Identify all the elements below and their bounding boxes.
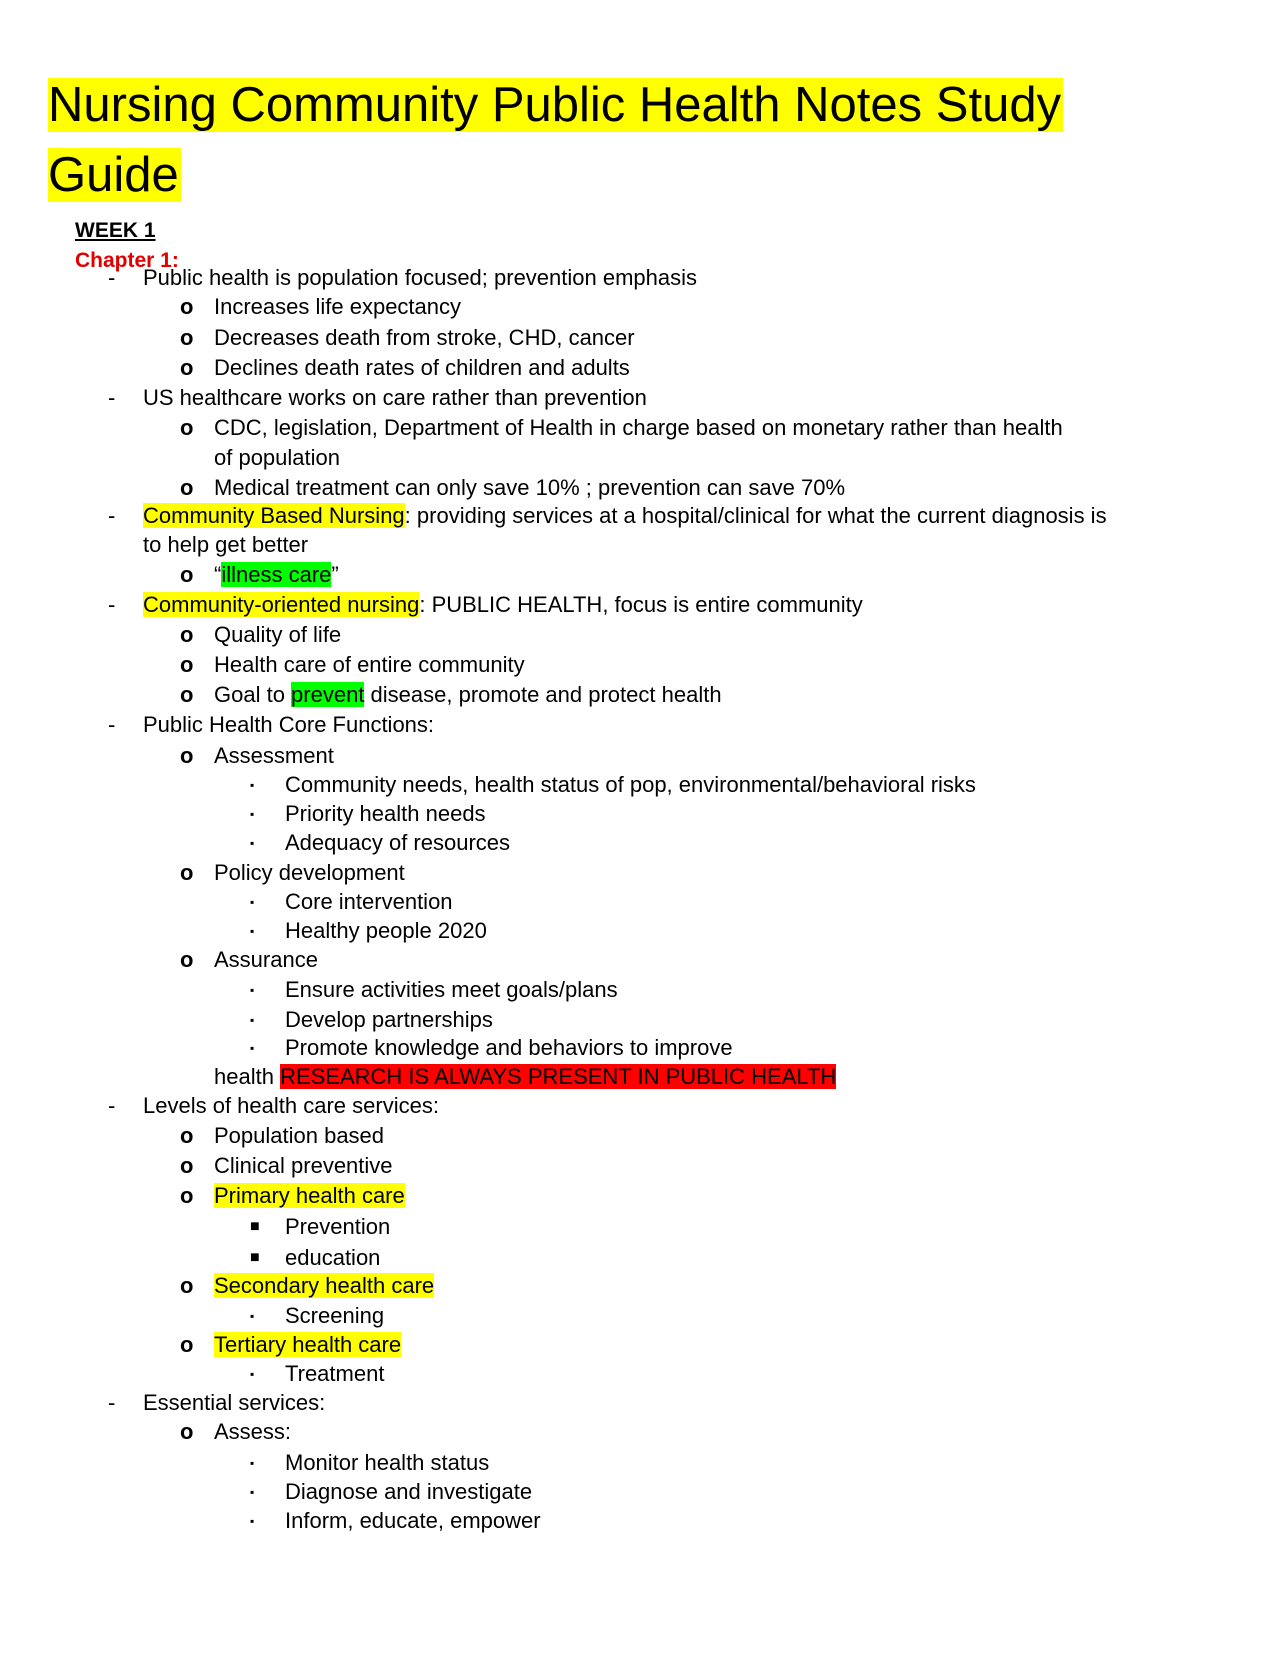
circle-bullet: o (180, 652, 194, 677)
circle-bullet: o (180, 475, 194, 500)
highlight-yellow: Community Based Nursing (143, 503, 405, 528)
list-item: Ensure activities meet goals/plans (285, 977, 618, 1002)
list-item: Health care of entire community (214, 652, 525, 677)
circle-bullet: o (180, 1332, 194, 1357)
list-item: Community Based Nursing: providing services at a hospital/clinical for what the current diagnosis is (143, 503, 1107, 528)
square-bullet: ▪ (250, 1309, 255, 1323)
circle-bullet: o (180, 1273, 194, 1298)
document-title: Nursing Community Public Health Notes Study Guide (48, 78, 1062, 202)
list-item: Medical treatment can only save 10% ; prevention can save 70% (214, 475, 846, 500)
list-item: Population based (214, 1123, 385, 1148)
circle-bullet: o (180, 743, 194, 768)
circle-bullet: o (180, 947, 194, 972)
circle-bullet: o (180, 860, 194, 885)
list-item: Inform, educate, empower (285, 1508, 541, 1533)
list-item: Healthy people 2020 (285, 918, 487, 943)
list-item: Core intervention (285, 889, 453, 914)
list-item: Increases life expectancy (214, 294, 462, 319)
list-item: Diagnose and investigate (285, 1479, 533, 1504)
list-item: Public Health Core Functions: (143, 712, 435, 737)
list-item: “illness care” (214, 562, 339, 587)
list-item: Assessment (214, 743, 334, 768)
list-item: Quality of life (214, 622, 342, 647)
list-item: Goal to prevent disease, promote and protect health (214, 682, 722, 707)
list-item: Priority health needs (285, 801, 486, 826)
list-item: Monitor health status (285, 1450, 490, 1475)
dash-bullet: - (108, 503, 116, 528)
dash-bullet: - (108, 265, 116, 290)
highlight-yellow: Secondary health care (214, 1273, 435, 1298)
square-bullet: ▪ (250, 778, 255, 792)
circle-bullet: o (180, 1419, 194, 1444)
list-item: Community-oriented nursing: PUBLIC HEALTH, focus is entire community (143, 592, 863, 617)
square-bullet: ■ (250, 1249, 260, 1266)
list-item: US healthcare works on care rather than prevention (143, 385, 647, 410)
list-item: Promote knowledge and behaviors to improve (285, 1035, 733, 1060)
circle-bullet: o (180, 1123, 194, 1148)
circle-bullet: o (180, 294, 194, 319)
square-bullet: ▪ (250, 1485, 255, 1499)
list-item: Assess: (214, 1419, 292, 1444)
list-item: Clinical preventive (214, 1153, 393, 1178)
highlight-yellow: Community-oriented nursing (143, 592, 420, 617)
square-bullet: ▪ (250, 924, 255, 938)
circle-bullet: o (180, 682, 194, 707)
list-item-continuation: of population (214, 445, 340, 470)
list-item: Adequacy of resources (285, 830, 511, 855)
highlight-green: illness care (221, 562, 332, 587)
list-item: Community needs, health status of pop, environmental/behavioral risks (285, 772, 976, 797)
highlight-red: RESEARCH IS ALWAYS PRESENT IN PUBLIC HEALTH (280, 1064, 837, 1089)
list-item: Policy development (214, 860, 405, 885)
square-bullet: ▪ (250, 1456, 255, 1470)
square-bullet: ▪ (250, 1041, 255, 1055)
chapter-heading: Chapter 1: (75, 249, 179, 272)
list-item: Screening (285, 1303, 385, 1328)
circle-bullet: o (180, 415, 194, 440)
dash-bullet: - (108, 1093, 116, 1118)
square-bullet: ■ (250, 1218, 260, 1235)
list-item: CDC, legislation, Department of Health in charge based on monetary rather than health (214, 415, 1063, 440)
square-bullet: ▪ (250, 983, 255, 997)
list-item: Levels of health care services: (143, 1093, 439, 1118)
list-item: education (285, 1245, 381, 1270)
circle-bullet: o (180, 1153, 194, 1178)
list-item (214, 1330, 401, 1360)
list-item: Treatment (285, 1361, 385, 1386)
list-item: Essential services: (143, 1390, 326, 1415)
square-bullet: ▪ (250, 836, 255, 850)
square-bullet: ▪ (250, 1514, 255, 1528)
square-bullet: ▪ (250, 895, 255, 909)
dash-bullet: - (108, 592, 116, 617)
dash-bullet: - (108, 1390, 116, 1415)
list-item (214, 1181, 405, 1211)
highlight-yellow: Tertiary health care (214, 1332, 402, 1357)
circle-bullet: o (180, 562, 194, 587)
circle-bullet: o (180, 622, 194, 647)
list-item: Prevention (285, 1214, 391, 1239)
list-item: Public health is population focused; prevention emphasis (143, 265, 698, 290)
list-item: Decreases death from stroke, CHD, cancer (214, 325, 635, 350)
dash-bullet: - (108, 712, 116, 737)
list-item: Assurance (214, 947, 318, 972)
circle-bullet: o (180, 355, 194, 380)
square-bullet: ▪ (250, 807, 255, 821)
list-item: Declines death rates of children and adults (214, 355, 630, 380)
list-item (214, 1271, 434, 1301)
dash-bullet: - (108, 385, 116, 410)
list-item-continuation: to help get better (143, 532, 309, 557)
week-heading: WEEK 1 (75, 219, 156, 242)
list-item-continuation: health RESEARCH IS ALWAYS PRESENT IN PUBLIC HEALTH (214, 1064, 837, 1089)
circle-bullet: o (180, 325, 194, 350)
circle-bullet: o (180, 1183, 194, 1208)
square-bullet: ▪ (250, 1367, 255, 1381)
list-item: Develop partnerships (285, 1007, 493, 1032)
highlight-green: prevent (291, 682, 365, 707)
highlight-yellow: Primary health care (214, 1183, 405, 1208)
square-bullet: ▪ (250, 1013, 255, 1027)
